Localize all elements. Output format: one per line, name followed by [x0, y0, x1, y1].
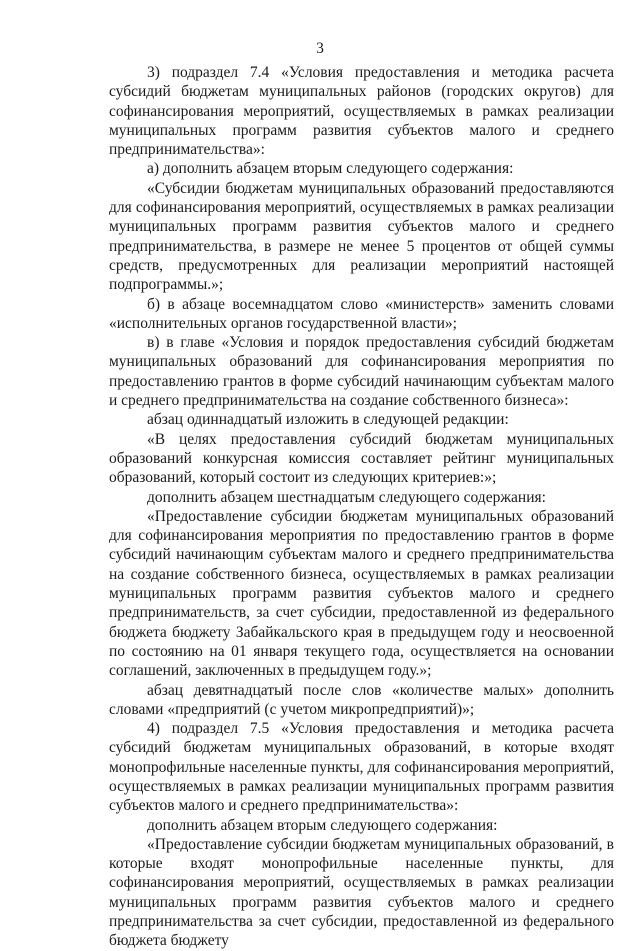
paragraph: 3) подраздел 7.4 «Условия предоставления и методика расчета субсидий бюджетам муниципальных районов (городских округов) для софинансирования мероприятий, осуществляемых в рамках реализации муниципальных программ развития субъектов малого и среднего предпринимательства»: — [109, 64, 614, 159]
paragraph: «В целях предоставления субсидий бюджетам муниципальных образований конкурсная комиссия составляет рейтинг муниципальных образований, который состоит из следующих критериев:»; — [109, 430, 614, 487]
paragraph: «Субсидии бюджетам муниципальных образований предоставляются для софинансирования мероприятий, осуществляемых в рамках реализации муниципальных программ развития субъектов малого и среднего предпринимательства, в размере не менее 5 процентов от общей суммы средств, предусмотренных для реализации мероприятий настоящей подпрограммы.»; — [109, 179, 614, 294]
paragraph: абзац одиннадцатый изложить в следующей редакции: — [147, 411, 509, 429]
paragraph: 4) подраздел 7.5 «Условия предоставления и методика расчета субсидий бюджетам муниципальных образований, в которые входят монопрофильные населенные пункты, для софинансирования мероприятий, осуществляемых в рамках реализации муниципальных программ развития субъектов малого и среднего предпринимательства»: — [109, 720, 614, 815]
paragraph: б) в абзаце восемнадцатом слово «министерств» заменить словами «исполнительных органов государственной власти»; — [109, 295, 614, 332]
paragraph: «Предоставление субсидии бюджетам муниципальных образований, в которые входят монопрофильные населенные пункты, для софинансирования мероприятий, осуществляемых в рамках реализации муниципальных программ развития субъектов малого и среднего предпринимательства за счет субсидии, предоставленной из федерального бюджета бюджету — [109, 835, 614, 950]
paragraph: «Предоставление субсидии бюджетам муниципальных образований для софинансирования мероприятия по предоставлению грантов в форме субсидий начинающим субъектам малого и среднего предпринимательства на создание собственного бизнеса, осуществляемых в рамках реализации муниципальных программ развития субъектов малого и среднего предпринимательств, за счет субсидии, предоставленной из федерального бюджета бюджету Забайкальского края в предыдущем году и неосвоенной по состоянию на 01 января текущего года, осуществляется на основании соглашений, заключенных в предыдущем году.»; — [109, 507, 614, 680]
document-body — [109, 63, 614, 951]
paragraph: а) дополнить абзацем вторым следующего содержания: — [147, 160, 514, 178]
page-number: 3 — [316, 40, 324, 57]
paragraph: дополнить абзацем вторым следующего содержания: — [147, 816, 498, 834]
paragraph: абзац девятнадцатый после слов «количестве малых» дополнить словами «предприятий (с учетом микропредприятий)»; — [109, 681, 614, 718]
paragraph: в) в главе «Условия и порядок предоставления субсидий бюджетам муниципальных образований для софинансирования мероприятия по предоставлению грантов в форме субсидий начинающим субъектам малого и среднего предпринимательства на создание собственного бизнеса»: — [109, 334, 614, 410]
paragraph: дополнить абзацем шестнадцатым следующего содержания: — [147, 488, 546, 506]
